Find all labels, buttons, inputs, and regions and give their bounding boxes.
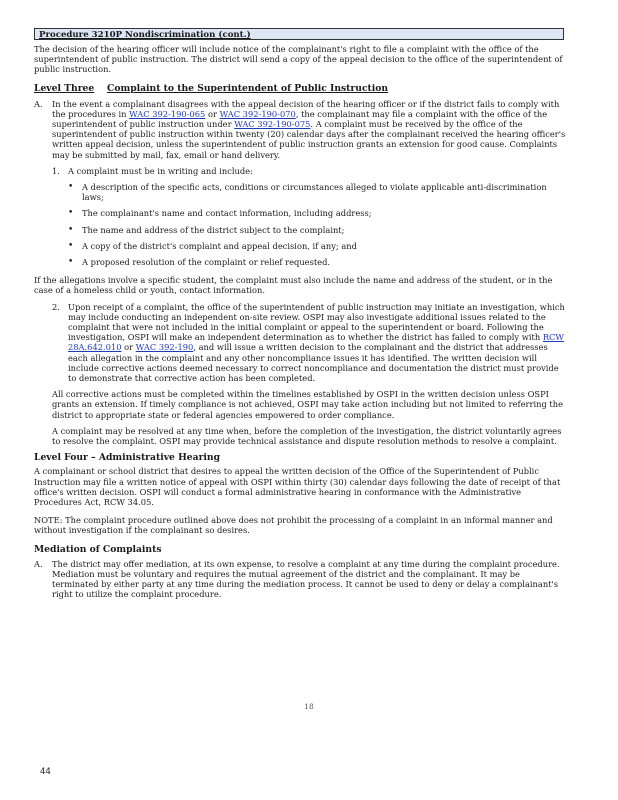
bullet-icon: • bbox=[68, 182, 74, 193]
level-three-title: Complaint to the Superintendent of Public Instruction bbox=[107, 82, 389, 94]
document-body bbox=[34, 44, 566, 599]
item-a-text: In the event a complainant disagrees with the appeal decision of the hearing officer or if the district fails to comply with the procedures in WAC 392-190-065 or WAC 392-190-070, the complainant may file a complaint with the office of the superintendent of public instruction under WAC 392-190-075. A complaint must be received by the office of the superintendent of public instruction within twenty (20) calendar days after the complainant received the hearing officer's written appeal decision, unless the superintendent of public instruction grants an extension for good cause. Complaints may be submitted by mail, fax, email or hand delivery. bbox=[52, 98, 566, 160]
level-four-heading: Level Four – Administrative Hearing bbox=[34, 452, 221, 464]
list-item: • A description of the specific acts, conditions or circumstances alleged to violate applicable anti-discrimination laws; bbox=[68, 182, 547, 203]
mediation-heading: Mediation of Complaints bbox=[34, 543, 162, 555]
list-item: • The complainant's name and contact information, including address; bbox=[68, 208, 372, 219]
page-number: 18 bbox=[304, 702, 314, 711]
level-three-heading bbox=[34, 83, 566, 95]
allegation-paragraph: If the allegations involve a specific student, the complaint must also include the name and address of the student, or in the case of a homeless child or youth, contact information. bbox=[34, 275, 553, 296]
wac-392-190-link[interactable]: WAC 392-190 bbox=[135, 342, 194, 353]
mediation-a-label: A. bbox=[34, 558, 43, 569]
level-four-paragraph: A complainant or school district that desires to appeal the written decision of the Office of the Superintendent of Public Instruction may file a written notice of appeal with OSPI within thirty (30) calendar days following the date of receipt of that office's written decision. OSPI will conduct a formal administrative hearing in conformance with the Administrative Procedures Act, RCW 34.05. bbox=[34, 466, 561, 507]
item-1-text: A complaint must be in writing and include: bbox=[68, 165, 253, 176]
wac-070-link[interactable]: WAC 392-190-070 bbox=[219, 108, 296, 119]
item-2-text: Upon receipt of a complaint, the office of the superintendent of public instruction may initiate an investigation, which may include conducting an independent on-site review. OSPI may also investigate additional issues related to the complaint that were not included in the initial complaint or appeal to the superintendent or board. Following the investigation, OSPI will make an independent determination as to whether the district has failed to comply with RCW 28A.642.010 or WAC 392-190, and will issue a written decision to the complainant and the district that addresses each allegation in the complaint and any other noncompliance issues it has identified. The written decision will include corrective actions deemed necessary to correct noncompliance and documentation the district must provide to demonstrate that corrective action has been completed. bbox=[68, 301, 565, 384]
procedure-header bbox=[34, 28, 564, 40]
level-three-item-a bbox=[34, 99, 566, 160]
mediation-a-text: The district may offer mediation, at its own expense, to resolve a complaint at any time during the complaint procedure. Mediation must be voluntary and requires the mutual agreement of the district and the complainant. It may be terminated by either party at any time during the mediation process. It cannot be used to deny or delay a complainant's right to utilize the complaint procedure. bbox=[52, 558, 560, 600]
requirements-list bbox=[68, 182, 566, 267]
resolution-paragraph: A complaint may be resolved at any time when, before the completion of the investigation, the district voluntarily agrees to resolve the complaint. OSPI may provide technical assistance and dispute resolution methods to resolve a complaint. bbox=[52, 425, 562, 447]
item-1-label: 1. bbox=[52, 165, 60, 176]
corner-page-number: 44 bbox=[40, 767, 51, 777]
bullet-icon: • bbox=[68, 240, 74, 251]
intro-paragraph: The decision of the hearing officer will include notice of the complainant's right to file a complaint with the office of the superintendent of public instruction. The district will send a copy of the appeal decision to the office of the superintendent of public instruction. bbox=[34, 44, 563, 75]
mediation-item-a bbox=[34, 559, 566, 600]
corrective-actions-paragraph: All corrective actions must be completed within the timelines established by OSPI in the written decision unless OSPI grants an extension. If timely compliance is not achieved, OSPI may take action including but not limited to referring the district to appropriate state or federal agencies empowered to order compliance. bbox=[52, 389, 563, 420]
level-three-label: Level Three bbox=[34, 82, 95, 94]
list-item: • A copy of the district's complaint and appeal decision, if any; and bbox=[68, 240, 357, 251]
investigation-item bbox=[52, 302, 566, 384]
procedure-title: Procedure 3210P Nondiscrimination (cont.) bbox=[39, 30, 251, 40]
rcw-28a-link[interactable]: RCW 28A.642.010 bbox=[68, 332, 564, 353]
note-paragraph: NOTE: The complaint procedure outlined above does not prohibit the processing of a complaint in an informal manner and without investigation if the complainant so desires. bbox=[34, 515, 553, 536]
bullet-icon: • bbox=[68, 208, 74, 219]
list-item: • A proposed resolution of the complaint or relief requested. bbox=[68, 257, 331, 268]
wac-065-link[interactable]: WAC 392-190-065 bbox=[129, 108, 206, 119]
item-2-label: 2. bbox=[52, 301, 60, 312]
wac-075-link[interactable]: WAC 392-190-075 bbox=[234, 119, 311, 130]
list-item: • The name and address of the district subject to the complaint; bbox=[68, 224, 345, 235]
complaint-requirements-item bbox=[52, 166, 566, 176]
bullet-icon: • bbox=[68, 224, 74, 235]
item-a-label: A. bbox=[34, 98, 43, 109]
bullet-icon: • bbox=[68, 257, 74, 268]
